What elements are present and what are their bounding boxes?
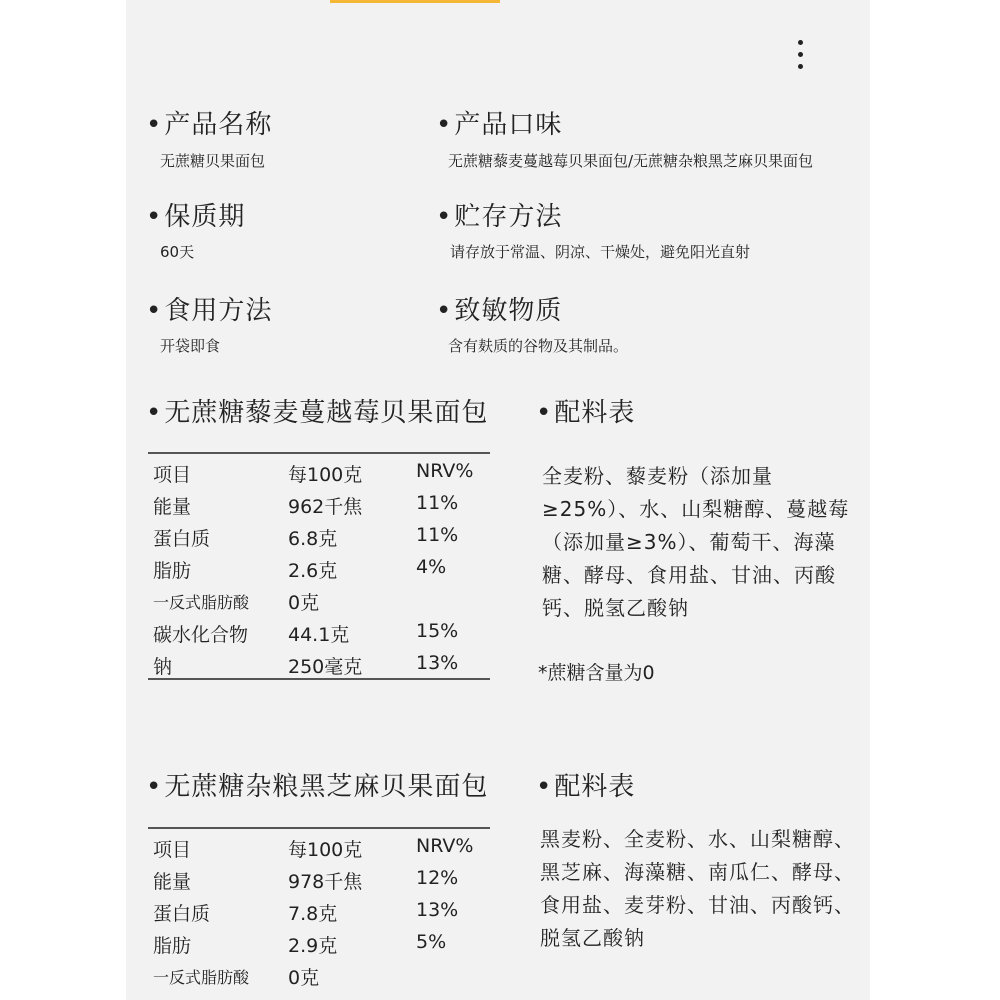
table-row: 脂肪 2.6克 4% — [153, 556, 447, 582]
table-row: 钠 250毫克 13% — [153, 652, 459, 678]
allergen-value: 含有麸质的谷物及其制品。 — [448, 337, 629, 355]
shelf-life-heading: •保质期 — [146, 202, 246, 232]
product-1-nutrition-table — [148, 452, 490, 680]
table-row: 一反式脂肪酸 0克 — [153, 967, 320, 989]
table-row: 蛋白质 7.8克 13% — [153, 899, 459, 925]
table-header-row: 项目 每100克 NRV% — [153, 835, 474, 861]
accent-bar — [330, 0, 500, 3]
table-row: 蛋白质 6.8克 11% — [153, 524, 459, 550]
shelf-life-value: 60天 — [160, 243, 195, 261]
product-2-ingredients-heading: •配料表 — [536, 772, 636, 802]
storage-value: 请存放于常温、阴凉、干燥处，避免阳光直射 — [450, 243, 751, 261]
storage-heading: •贮存方法 — [436, 202, 563, 232]
product-1-title: •无蔗糖藜麦蔓越莓贝果面包 — [146, 398, 489, 428]
usage-value: 开袋即食 — [160, 337, 221, 355]
product-name-value: 无蔗糖贝果面包 — [160, 152, 266, 170]
product-flavor-value: 无蔗糖藜麦蔓越莓贝果面包/无蔗糖杂粮黑芝麻贝果面包 — [448, 152, 814, 170]
table-row: 脂肪 2.9克 5% — [153, 931, 447, 957]
product-1-sugar-note: *蔗糖含量为0 — [538, 662, 655, 684]
product-1-ingredients-heading: •配料表 — [536, 398, 636, 428]
table-row: 碳水化合物 44.1克 15% — [153, 620, 459, 646]
table-header-row: 项目 每100克 NRV% — [153, 460, 474, 486]
product-2-title: •无蔗糖杂粮黑芝麻贝果面包 — [146, 772, 489, 802]
more-options-icon[interactable] — [797, 40, 805, 70]
product-flavor-heading: •产品口味 — [436, 110, 563, 140]
product-2-nutrition-table — [148, 827, 490, 989]
allergen-heading: •致敏物质 — [436, 296, 563, 326]
product-2-ingredients: 黑麦粉、全麦粉、水、山梨糖醇、黑芝麻、海藻糖、南瓜仁、酵母、食用盐、麦芽粉、甘油、丙酸钙、脱氢乙酸钠 — [540, 827, 855, 950]
table-row: 能量 978千焦 12% — [153, 867, 459, 893]
table-row: 能量 962千焦 11% — [153, 492, 459, 518]
product-1-ingredients: 全麦粉、藜麦粉（添加量≥25%）、水、山梨糖醇、蔓越莓（添加量≥3%）、葡萄干、海藻糖、酵母、食用盐、甘油、丙酸钙、脱氢乙酸钠 — [542, 464, 850, 620]
usage-heading: •食用方法 — [146, 296, 273, 326]
table-row: 一反式脂肪酸 0克 — [153, 592, 320, 614]
product-name-heading: •产品名称 — [146, 110, 273, 140]
